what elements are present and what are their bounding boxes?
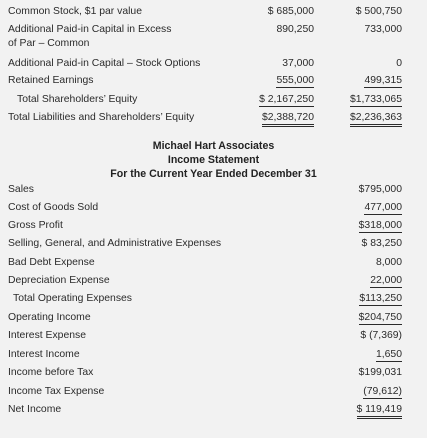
statement-period: For the Current Year Ended December 31 xyxy=(110,168,317,180)
is-row-depreciation xyxy=(0,275,427,290)
is-row-interest-expense xyxy=(0,330,427,345)
prior-year-value: $ 500,750 xyxy=(355,6,402,17)
row-label: Interest Income xyxy=(8,349,80,360)
row-label: Cost of Goods Sold xyxy=(8,202,99,213)
row-label: Selling, General, and Administrative Expenses xyxy=(8,238,222,249)
company-name: Michael Hart Associates xyxy=(152,140,275,152)
row-label: Additional Paid-in Capital in Excess xyxy=(8,24,172,35)
is-row-gross-profit xyxy=(0,220,427,235)
statement-title: Income Statement xyxy=(167,154,260,166)
row-label: Income Tax Expense xyxy=(8,386,105,397)
row-label: Total Liabilities and Shareholders’ Equity xyxy=(8,112,195,123)
row-value: $199,031 xyxy=(358,367,402,378)
prior-year-value: 499,315 xyxy=(364,75,402,86)
row-label: Gross Profit xyxy=(8,220,63,231)
row-value: 1,650 xyxy=(375,349,402,360)
row-label: Net Income xyxy=(8,404,62,415)
prior-year-value: $2,236,363 xyxy=(350,112,402,127)
current-year-value: 890,250 xyxy=(276,24,314,35)
current-year-value: $ 2,167,250 xyxy=(259,94,314,105)
current-year-value: $2,388,720 xyxy=(262,112,314,127)
row-label: Total Shareholders’ Equity xyxy=(17,94,138,105)
row-label: Additional Paid-in Capital – Stock Options xyxy=(8,58,201,69)
row-label: Bad Debt Expense xyxy=(8,257,95,268)
current-year-value: 37,000 xyxy=(282,58,314,69)
bs-row-retained-earnings xyxy=(0,75,427,90)
bs-row-apic-common xyxy=(0,24,427,39)
is-row-cogs xyxy=(0,202,427,217)
row-value: $ (7,369) xyxy=(360,330,402,341)
current-year-value: 555,000 xyxy=(276,75,314,86)
bs-row-apic-stock-options xyxy=(0,58,427,73)
bs-row-total-equity xyxy=(0,94,427,109)
row-value: $795,000 xyxy=(358,184,402,195)
row-value: 477,000 xyxy=(364,202,402,213)
bs-row-common-stock xyxy=(0,6,427,21)
row-label: Depreciation Expense xyxy=(8,275,110,286)
bs-row-apic-common-cont xyxy=(0,38,427,53)
is-row-total-opex xyxy=(0,293,427,308)
row-label: Operating Income xyxy=(8,312,91,323)
row-value: (79,612) xyxy=(363,386,402,397)
is-row-sga xyxy=(0,238,427,253)
row-label: Income before Tax xyxy=(8,367,94,378)
current-year-value: $ 685,000 xyxy=(267,6,314,17)
is-row-net-income xyxy=(0,404,427,419)
row-value: $ 119,419 xyxy=(357,404,402,419)
is-row-sales xyxy=(0,184,427,199)
row-label-continued: of Par – Common xyxy=(8,38,90,49)
is-row-income-before-tax xyxy=(0,367,427,382)
row-label: Interest Expense xyxy=(8,330,86,341)
prior-year-value: 0 xyxy=(396,58,402,69)
is-row-operating-income xyxy=(0,312,427,327)
bs-row-total-liab-equity xyxy=(0,112,427,127)
row-value: $113,250 xyxy=(359,293,402,304)
row-value: $318,000 xyxy=(358,220,402,231)
prior-year-value: 733,000 xyxy=(364,24,402,35)
is-row-income-tax xyxy=(0,386,427,401)
row-label: Total Operating Expenses xyxy=(13,293,132,304)
row-value: 22,000 xyxy=(370,275,402,286)
row-label: Sales xyxy=(8,184,34,195)
row-value: 8,000 xyxy=(375,257,402,268)
prior-year-value: $1,733,065 xyxy=(349,94,402,105)
is-row-interest-income xyxy=(0,349,427,364)
row-value: $204,750 xyxy=(358,312,402,323)
row-label: Common Stock, $1 par value xyxy=(8,6,142,17)
row-value: $ 83,250 xyxy=(361,238,402,249)
is-row-bad-debt xyxy=(0,257,427,272)
row-label: Retained Earnings xyxy=(8,75,94,86)
